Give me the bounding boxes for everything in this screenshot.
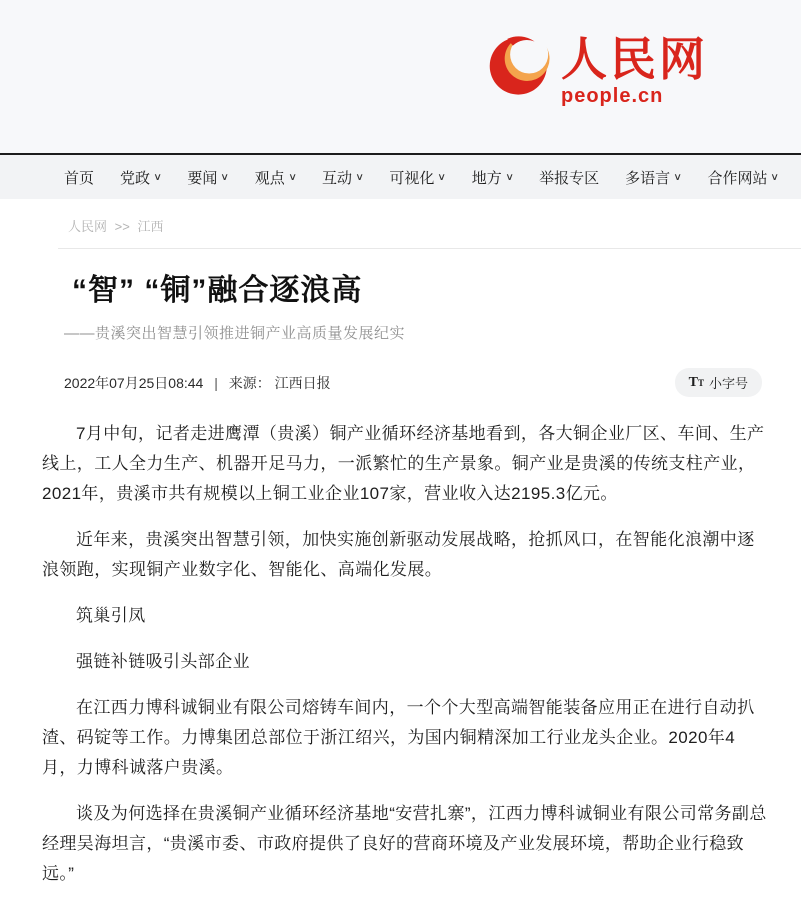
article-page	[0, 199, 801, 889]
logo-text	[561, 34, 708, 107]
article-paragraph: 强链补链吸引头部企业	[76, 652, 250, 671]
chevron-down-icon: ∨	[770, 171, 780, 183]
nav-item-party-gov[interactable]	[120, 167, 161, 188]
nav-item-report-zone[interactable]	[539, 167, 599, 188]
article-body	[42, 419, 767, 889]
site-name-cn: 人民网	[561, 33, 708, 85]
nav-item-partner-sites[interactable]	[707, 167, 778, 188]
article-subtitle: ——贵溪突出智慧引领推进铜产业高质量发展纪实	[64, 325, 406, 342]
site-name-en: people.cn	[561, 85, 664, 107]
people-cn-logo-icon	[487, 26, 555, 102]
breadcrumb-section-link[interactable]: 江西	[137, 219, 164, 234]
publish-datetime: 2022年07月25日08:44	[64, 374, 204, 391]
nav-item-label: 要闻	[187, 169, 218, 187]
font-size-button[interactable]	[675, 368, 762, 397]
chevron-down-icon: ∨	[355, 171, 365, 183]
site-logo[interactable]	[487, 26, 708, 107]
nav-item-label: 党政	[120, 169, 151, 187]
article-paragraph: 谈及为何选择在贵溪铜产业循环经济基地“安营扎寨”，江西力博科诚铜业有限公司常务副总经理吴海坦言，“贵溪市委、市政府提供了良好的营商环境及产业发展环境，帮助企业行稳致远。”	[42, 804, 767, 883]
nav-item-label: 地方	[471, 169, 502, 187]
nav-item-label: 合作网站	[707, 169, 768, 187]
chevron-down-icon: ∨	[287, 171, 297, 183]
nav-item-label: 互动	[322, 169, 353, 187]
article-meta-row	[64, 368, 762, 397]
nav-list	[0, 155, 801, 199]
chevron-down-icon: ∨	[505, 171, 514, 183]
nav-item-label: 观点	[254, 169, 285, 187]
breadcrumb-separator: >>	[114, 219, 130, 234]
nav-item-interaction[interactable]	[322, 167, 363, 188]
nav-item-opinions[interactable]	[255, 167, 296, 188]
article-paragraph: 筑巢引凤	[76, 606, 146, 625]
article-paragraph: 7月中旬，记者走进鹰潭（贵溪）铜产业循环经济基地看到，各大铜企业厂区、车间、生产线上，工人全力生产、机器开足马力，一派繁忙的生产景象。铜产业是贵溪的传统支柱产业，2021年，贵溪市共有规模以上铜工业企业107家，营业收入达2195.3亿元。	[42, 424, 765, 503]
chevron-down-icon: ∨	[153, 171, 163, 183]
article-paragraph: 近年来，贵溪突出智慧引领，加快实施创新驱动发展战略，抢抓风口，在智能化浪潮中逐浪领跑，实现铜产业数字化、智能化、高端化发展。	[42, 530, 755, 579]
meta-separator: |	[214, 374, 218, 391]
nav-item-local[interactable]	[472, 167, 513, 188]
breadcrumb-site-link[interactable]: 人民网	[68, 219, 108, 234]
nav-item-label: 举报专区	[539, 169, 600, 187]
nav-item-multilingual[interactable]	[625, 167, 681, 188]
chevron-down-icon: ∨	[220, 171, 230, 183]
breadcrumb	[0, 199, 801, 248]
article-title: “智” “铜”融合逐浪高	[72, 274, 363, 307]
font-size-icon: TT	[688, 375, 704, 390]
font-size-label: 小字号	[708, 376, 748, 391]
nav-item-news[interactable]	[187, 167, 228, 188]
article-meta	[64, 373, 331, 393]
source-link[interactable]: 江西日报	[274, 374, 331, 391]
nav-item-visualization[interactable]	[389, 167, 445, 188]
article-paragraph: 在江西力博科诚铜业有限公司熔铸车间内，一个个大型高端智能装备应用正在进行自动扒渣、码锭等工作。力博集团总部位于浙江绍兴，为国内铜精深加工行业龙头企业。2020年4月，力博科诚落户贵溪。	[42, 698, 755, 777]
header-divider	[58, 248, 801, 249]
chevron-down-icon: ∨	[437, 171, 447, 183]
nav-item-label: 首页	[64, 169, 95, 187]
nav-item-home[interactable]	[64, 167, 94, 188]
nav-item-label: 可视化	[389, 169, 435, 187]
chevron-down-icon: ∨	[673, 171, 683, 183]
main-nav	[0, 153, 801, 199]
source-label: 来源：	[228, 374, 271, 391]
site-header	[0, 0, 801, 153]
nav-item-label: 多语言	[625, 169, 671, 187]
